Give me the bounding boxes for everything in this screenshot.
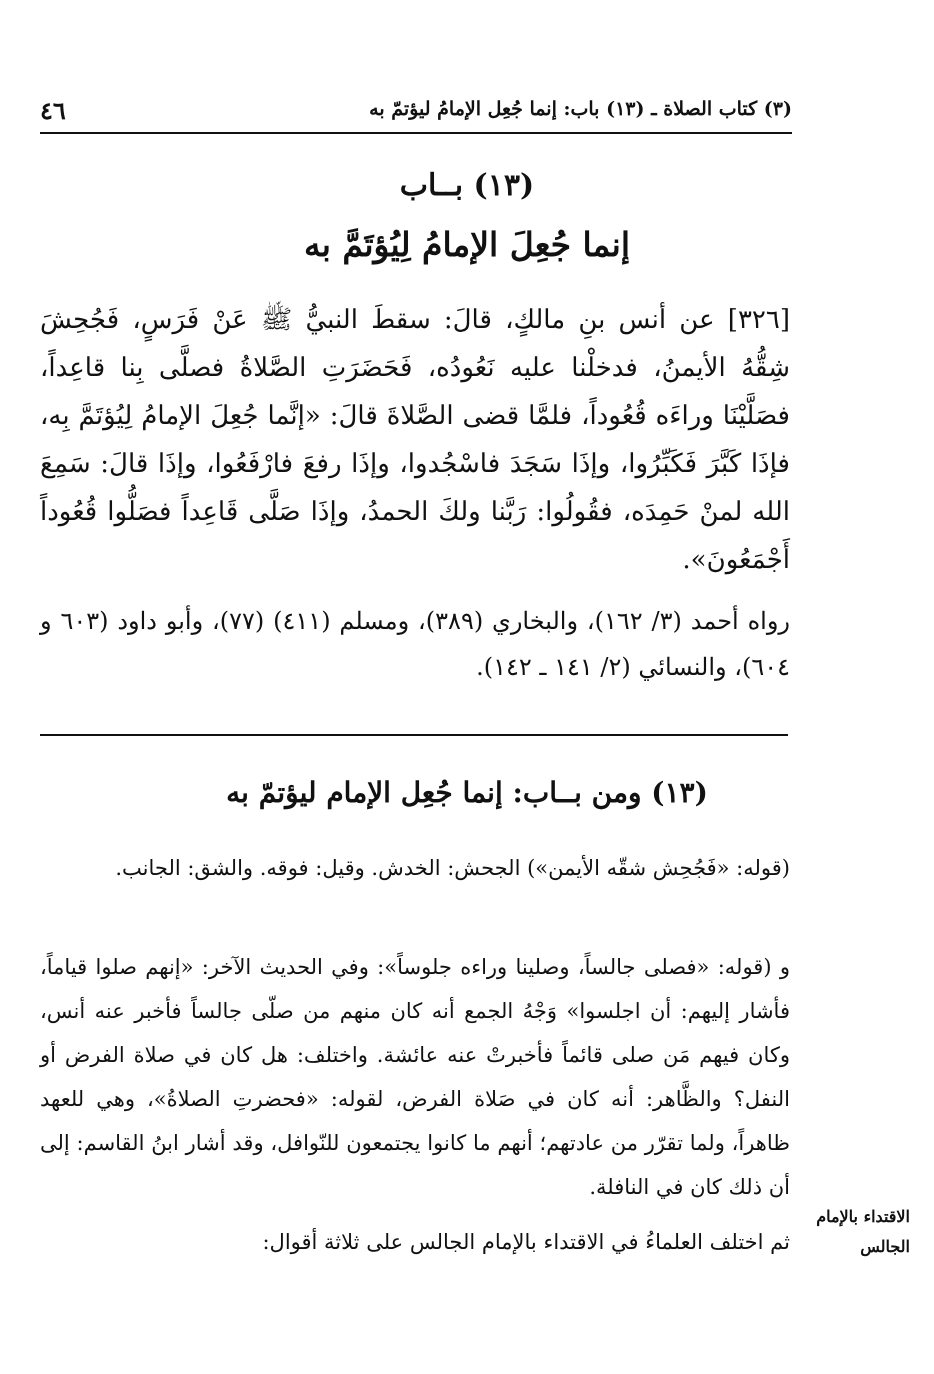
hadith-text: [٣٢٦] عن أنس بنِ مالكٍ، قالَ: سقطَ النبيُّ ﷺ عَنْ فَرَسٍ، فَجُحِشَ شِقُّهُ الأيمنُ، فدخلْنا عليه نَعُودُه، فَحَضَرَتِ الصَّلاةُ فصلَّى بِنا قاعِداً، فصَلَّيْنَا وراءَه قُعُوداً، فلمَّا قضى الصَّلاةَ قالَ: «إنَّما جُعِلَ الإمامُ لِيُؤتَمَّ بِه، فإذَا كَبَّرَ فَكَبِّرُوا، وإذَا سَجَدَ فاسْجُدوا، وإذَا رفعَ فارْفَعُوا، وإذَا قالَ: سَمِعَ الله لمنْ حَمِدَه، فقُولُوا: رَبَّنا ولكَ الحمدُ، وإذَا صَلَّى قَاعِداً فصَلُّوا قُعُوداً أَجْمَعُونَ». <box>40 305 790 575</box>
page-number: ٤٦ <box>40 96 66 125</box>
commentary-paragraph-3: ثم اختلف العلماءُ في الاقتداء بالإمام الجالس على ثلاثة أقوال: <box>262 1230 790 1254</box>
chapter-title: إنما جُعِلَ الإمامُ لِيُؤتَمَّ به <box>304 225 630 264</box>
running-title: (٣) كتاب الصلاة ـ (١٣) باب: إنما جُعِل الإمامُ ليؤتمّ به <box>369 98 792 120</box>
commentary-title: (١٣) ومن بــاب: إنما جُعِل الإمام ليؤتمّ به <box>226 776 708 809</box>
hadith-source: رواه أحمد (٣/ ١٦٢)، والبخاري (٣٨٩)، ومسلم (٤١١) (٧٧)، وأبو داود (٦٠٣ و ٦٠٤)، والنسائي (٢/ ١٤١ ـ ١٤٢). <box>40 607 791 681</box>
commentary-divider <box>40 734 788 736</box>
margin-note: الاقتداء بالإمام الجالس <box>816 1207 910 1256</box>
running-header <box>40 96 792 130</box>
header-divider <box>40 132 792 134</box>
commentary-paragraph-2: و (قوله: «فصلى جالساً، وصلينا وراءه جلوساً»: وفي الحديث الآخر: «إنهم صلوا قياماً، فأشار إليهم: أن اجلسوا» وَجْهُ الجمع أنه كان منهم من صلّى جالساً فأخبر عنه أنس، وكان فيهم مَن صلى قائماً فأخبرتْ عنه عائشة. واختلف: هل كان في صلاة الفرض أو النفل؟ والظَّاهر: أنه كان في صَلاة الفرض، لقوله: «فحضرتِ الصلاةُ»، وهي للعهد ظاهراً، ولما تقرّر من عادتهم؛ أنهم ما كانوا يجتمعون للنّوافل، وقد أشار ابنُ القاسم: إلى أن ذلك كان في النافلة. <box>40 955 790 1199</box>
chapter-number: (١٣) بــاب <box>399 168 535 203</box>
commentary-paragraph-1: (قوله: «فَجُحِش شقّه الأيمن») الجحش: الخدش. وقيل: فوقه. والشق: الجانب. <box>115 856 790 880</box>
